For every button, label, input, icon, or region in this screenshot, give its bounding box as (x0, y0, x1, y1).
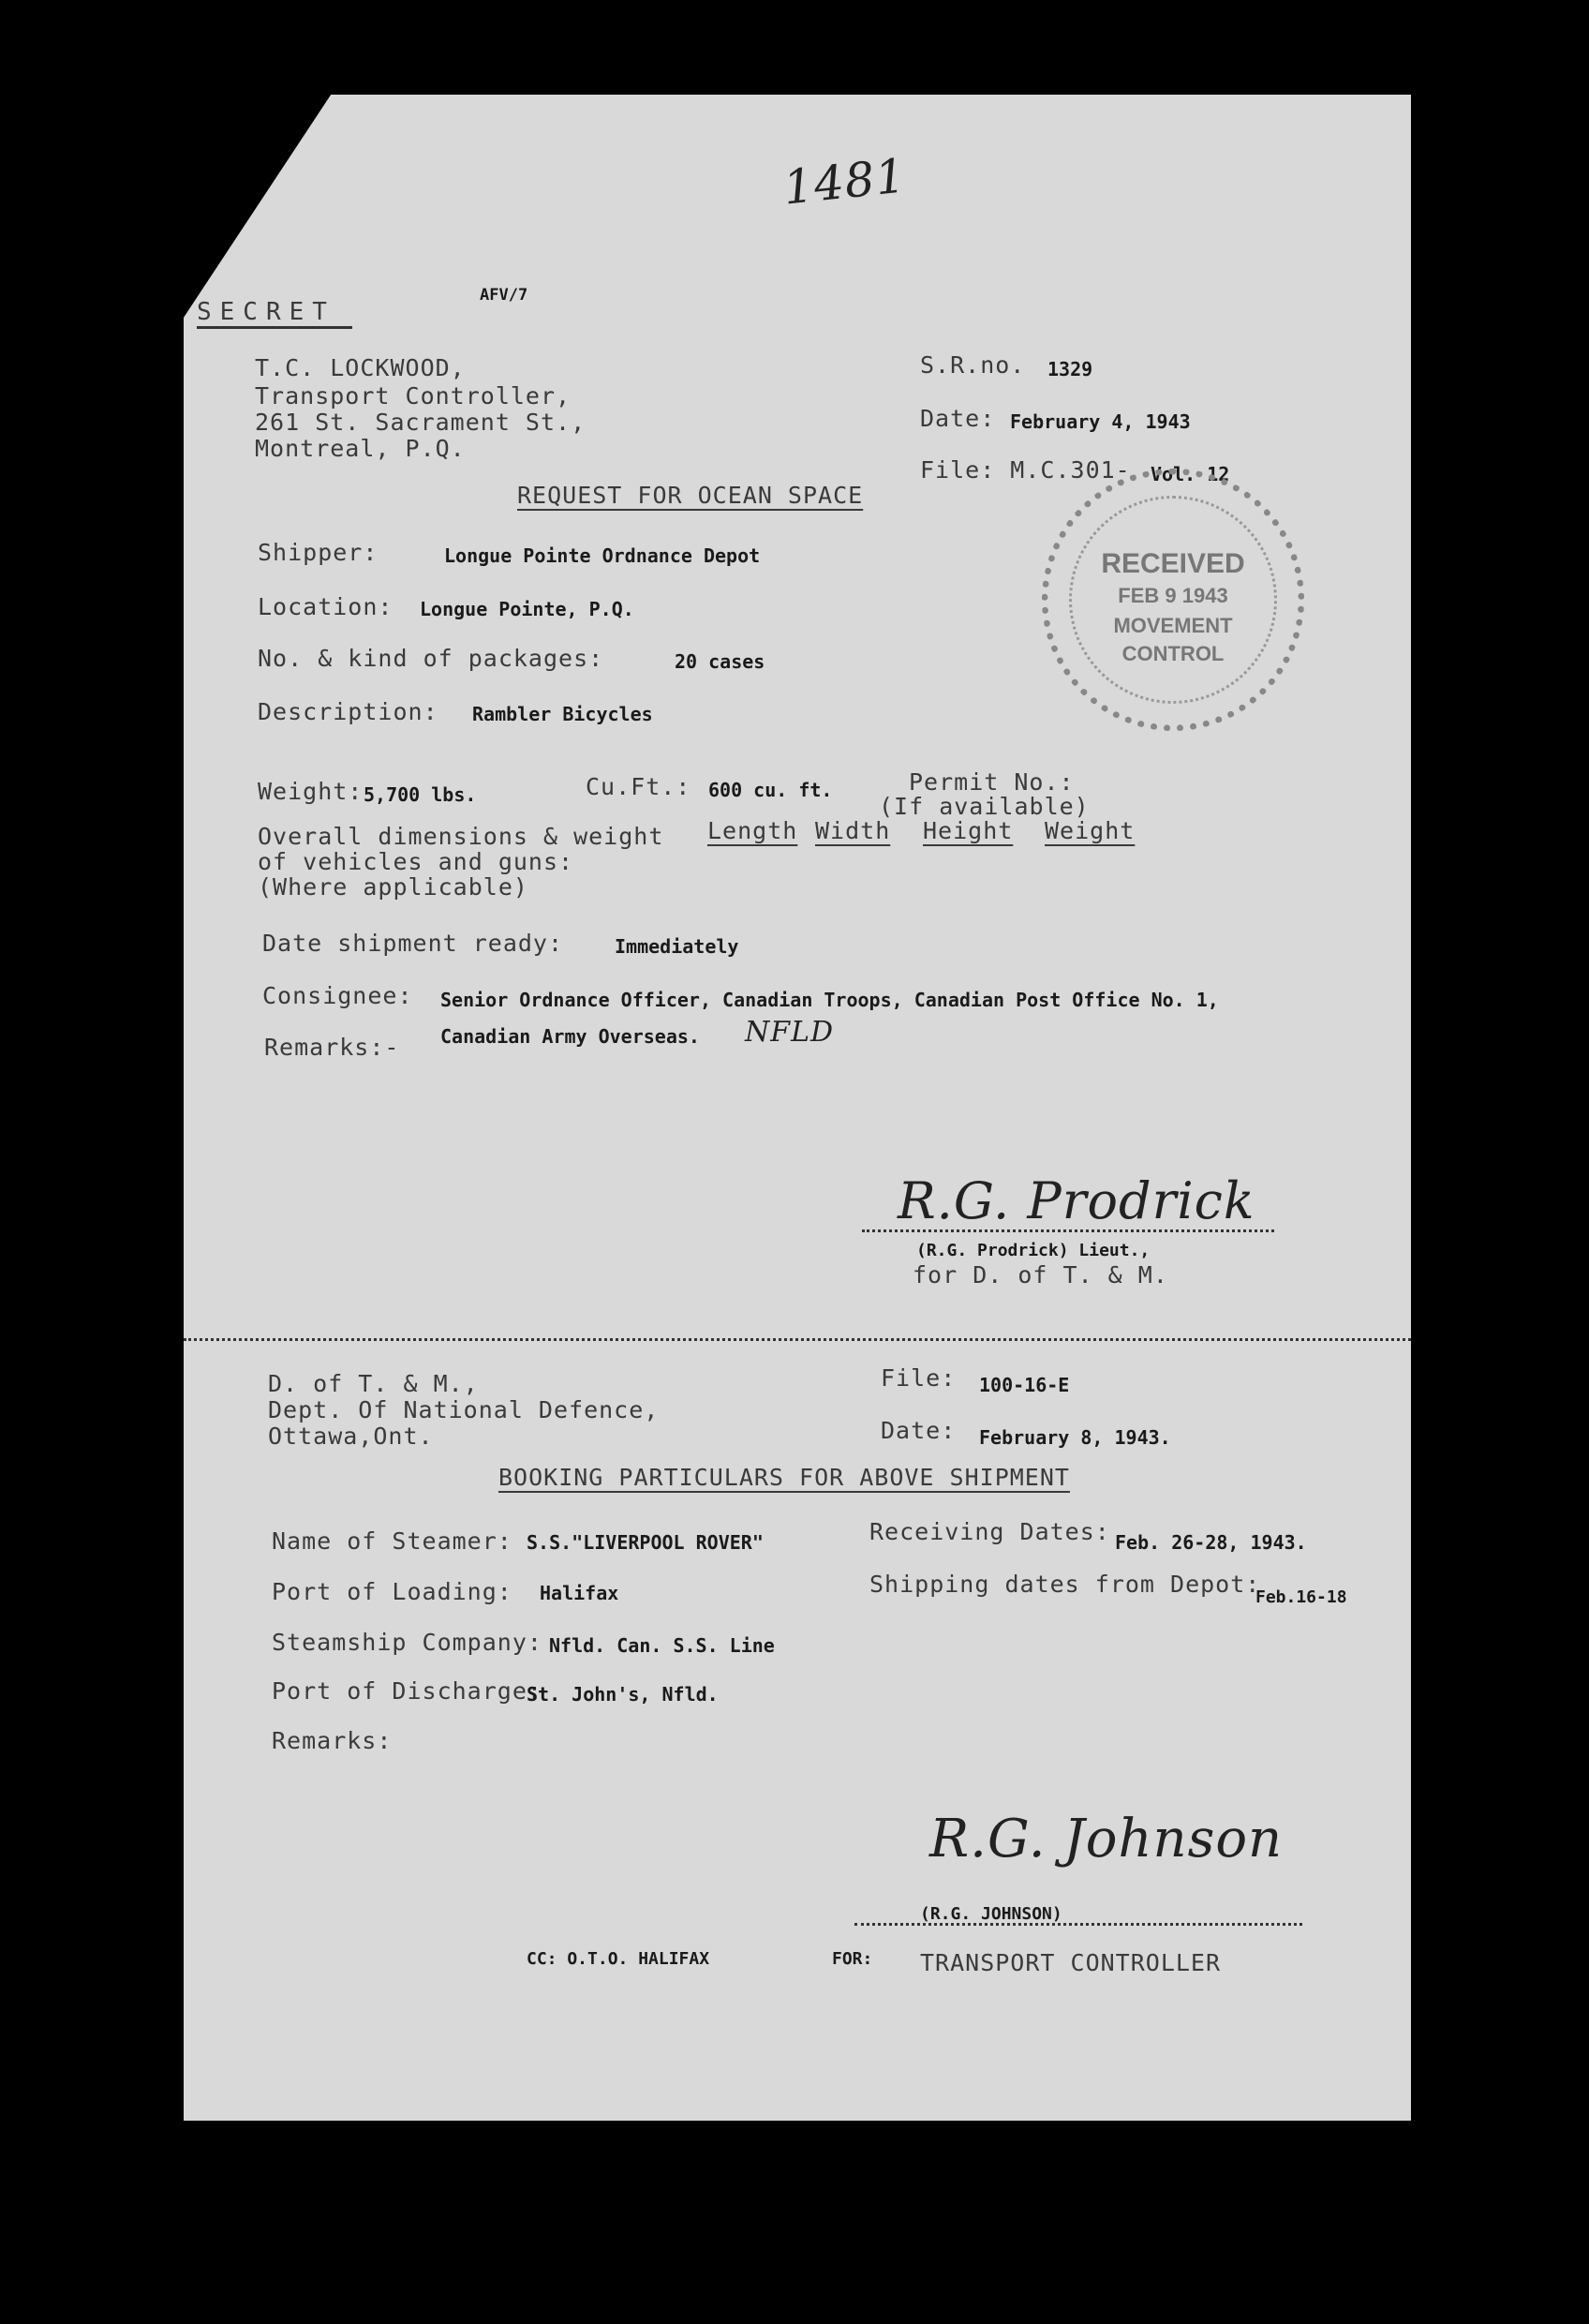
cuft-label: Cu.Ft.: (586, 773, 691, 800)
signature-line (862, 1229, 1274, 1232)
booking-date-value: February 8, 1943. (979, 1426, 1171, 1449)
company-label: Steamship Company: (272, 1629, 542, 1656)
booking-file-label: File: (881, 1364, 957, 1392)
weight-value: 5,700 lbs. (364, 783, 477, 806)
port-loading-label: Port of Loading: (272, 1578, 512, 1605)
signer-for: for D. of T. & M. (913, 1261, 1168, 1289)
overall-line-3: (Where applicable) (258, 873, 528, 901)
location-value: Longue Pointe, P.Q. (420, 598, 634, 620)
recipient-line-2: Dept. Of National Defence, (268, 1396, 660, 1423)
company-value: Nfld. Can. S.S. Line (549, 1634, 775, 1657)
receiving-label: Receiving Dates: (869, 1518, 1110, 1545)
sender-line-4: Montreal, P.Q. (255, 435, 466, 462)
sender-line-1: T.C. LOCKWOOD, (255, 354, 466, 381)
overall-line-1: Overall dimensions & weight (258, 823, 664, 850)
file-label: File: M.C.301- (920, 456, 1131, 484)
consignee-handwritten: NFLD (745, 1016, 835, 1049)
stamp-line-1: RECEIVED (1101, 548, 1245, 579)
sr-label: S.R.no. (920, 351, 1026, 379)
consignee-line-1: Senior Ordnance Officer, Canadian Troops, Canadian Post Office No. 1, (440, 989, 1219, 1011)
ready-label: Date shipment ready: (262, 930, 564, 957)
received-stamp (1042, 469, 1304, 731)
stamp-line-2: FEB 9 1943 (1118, 584, 1228, 607)
signature-prodrick: R.G. Prodrick (898, 1171, 1255, 1230)
for-value: TRANSPORT CONTROLLER (920, 1949, 1222, 1976)
cuft-value: 600 cu. ft. (708, 779, 833, 801)
remarks-label: Remarks:- (264, 1034, 400, 1061)
johnson-name: (R.G. JOHNSON) (920, 1904, 1062, 1924)
discharge-value: St. John's, Nfld. (527, 1683, 719, 1706)
dim-height: Height (923, 817, 1014, 844)
location-label: Location: (258, 593, 394, 620)
cc-line: CC: O.T.O. HALIFAX (527, 1949, 710, 1969)
dim-length: Length (707, 817, 798, 844)
stamp-line-4: CONTROL (1121, 642, 1225, 665)
stamp-line-3: MOVEMENT (1113, 614, 1233, 637)
booking-file-value: 100-16-E (979, 1374, 1070, 1396)
for-label: FOR: (832, 1949, 873, 1969)
dim-width: Width (815, 817, 891, 844)
packages-value: 20 cases (675, 650, 765, 673)
booking-title: BOOKING PARTICULARS FOR ABOVE SHIPMENT (498, 1464, 1070, 1491)
document-code: AFV/7 (480, 286, 528, 305)
steamer-value: S.S."LIVERPOOL ROVER" (527, 1531, 764, 1554)
classification-label: SECRET (197, 298, 352, 329)
consignee-line-2: Canadian Army Overseas. (440, 1025, 700, 1048)
file-volume: Vol. 12 (1151, 463, 1230, 485)
sr-value: 1329 (1047, 358, 1093, 380)
date-value: February 4, 1943 (1010, 410, 1191, 433)
weight-label: Weight: (258, 778, 364, 805)
sender-line-2: Transport Controller, (255, 382, 572, 410)
handwritten-number: 1481 (780, 148, 909, 216)
shipper-value: Longue Pointe Ordnance Depot (444, 544, 761, 567)
ready-value: Immediately (615, 935, 739, 958)
steamer-label: Name of Steamer: (272, 1527, 512, 1555)
recipient-line-3: Ottawa,Ont. (268, 1423, 434, 1450)
overall-line-2: of vehicles and guns: (258, 848, 574, 875)
shipper-label: Shipper: (258, 539, 379, 566)
dim-weight: Weight (1045, 817, 1136, 844)
booking-date-label: Date: (881, 1417, 957, 1444)
recipient-line-1: D. of T. & M., (268, 1370, 479, 1397)
receiving-value: Feb. 26-28, 1943. (1115, 1531, 1307, 1554)
signer-name: (R.G. Prodrick) Lieut., (916, 1241, 1151, 1260)
port-loading-value: Halifax (540, 1582, 619, 1604)
request-title: REQUEST FOR OCEAN SPACE (517, 482, 864, 509)
signature-johnson: R.G. Johnson (929, 1809, 1284, 1870)
consignee-label: Consignee: (262, 982, 413, 1009)
permit-note: (If available) (879, 793, 1090, 820)
discharge-label: Port of Discharge: (272, 1677, 542, 1705)
packages-label: No. & kind of packages: (258, 645, 604, 672)
booking-remarks-label: Remarks: (272, 1727, 393, 1754)
date-label: Date: (920, 405, 996, 432)
description-label: Description: (258, 698, 438, 725)
shipping-dates-label: Shipping dates from Depot: (869, 1571, 1261, 1598)
section-divider (184, 1338, 1411, 1341)
shipping-dates-value: Feb.16-18 (1255, 1587, 1347, 1607)
permit-label: Permit No.: (909, 768, 1075, 796)
sender-line-3: 261 St. Sacrament St., (255, 409, 587, 436)
description-value: Rambler Bicycles (472, 703, 653, 725)
